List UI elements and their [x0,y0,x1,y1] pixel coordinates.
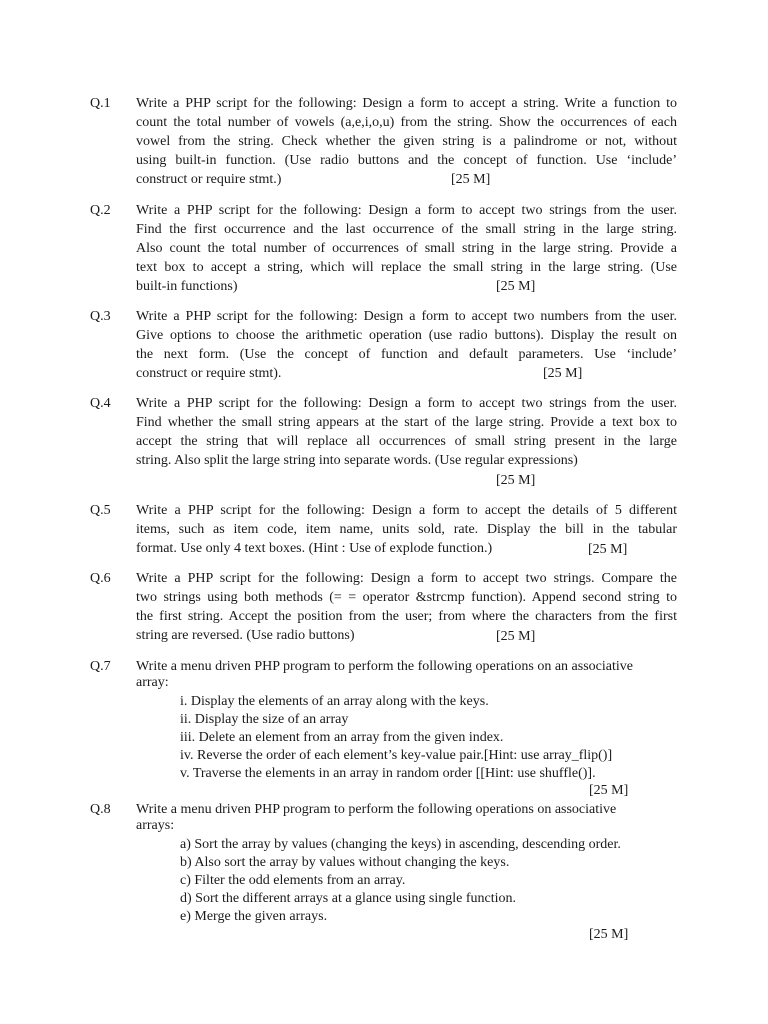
question-number: Q.4 [90,396,111,411]
question-line: Write a PHP script for the following: Design a form to accept two strings from the user. [136,396,677,411]
question-line: the next form. (Use the concept of function and default parameters. Use ‘include’ [136,347,677,362]
list-item: e) Merge the given arrays. [180,909,328,924]
question-number: Q.2 [90,203,111,218]
question-number: Q.1 [90,96,111,111]
list-item: a) Sort the array by values (changing the keys) in ascending, descending order. [180,837,621,852]
question-line: Write a menu driven PHP program to perform the following operations on an associative [136,659,633,674]
question-line: text box to accept a string, which will replace the small string in the large string. (Use [136,260,677,275]
marks-label: [25 M] [543,366,583,381]
question-text [136,307,677,383]
question-line: two strings using both methods (= = operator &strcmp function). Append second string to [136,590,677,605]
question-line: using built-in function. (Use radio buttons and the concept of function. Use ‘include’ [136,153,677,168]
question-line: Write a PHP script for the following: Design a form to accept two strings from the user. [136,203,677,218]
question-number: Q.8 [90,802,111,817]
marks-label: [25 M] [589,783,629,798]
marks-label: [25 M] [496,279,536,294]
question-text [136,569,677,645]
question-number: Q.3 [90,309,111,324]
question-line: string. Also split the large string into separate words. (Use regular expressions) [136,453,578,468]
question-text [136,94,677,189]
list-item: iv. Reverse the order of each element’s key-value pair.[Hint: use array_flip()] [180,748,613,763]
question-line: Write a PHP script for the following: Design a form to accept two strings. Compare the [136,571,677,586]
marks-label: [25 M] [588,542,628,557]
question-line: count the total number of vowels (a,e,i,o,u) from the string. Show the occurrences of each [136,115,677,130]
question-line: format. Use only 4 text boxes. (Hint : Use of explode function.) [136,541,493,556]
list-item: i. Display the elements of an array along with the keys. [180,694,489,709]
question-text [136,800,656,835]
question-line: construct or require stmt.) [136,172,282,187]
question-line: array: [136,675,169,690]
question-text [136,657,676,692]
question-line: Write a menu driven PHP program to perform the following operations on associative [136,802,617,817]
question-line: Find whether the small string appears at the start of the large string. Provide a text box to [136,415,677,430]
question-number: Q.6 [90,571,111,586]
question-line: items, such as item code, item name, units sold, rate. Display the bill in the tabular [136,522,677,537]
question-line: Also count the total number of occurrences of small string in the large string. Provide a [136,241,677,256]
question-line: string are reversed. (Use radio buttons) [136,628,355,643]
question-line: Write a PHP script for the following: Design a form to accept a string. Write a function to [136,96,677,111]
question-line: the first string. Accept the position from the user; from where the characters from the first [136,609,677,624]
list-item: b) Also sort the array by values without changing the keys. [180,855,510,870]
question-line: construct or require stmt). [136,366,282,381]
question-line: Find the first occurrence and the last occurrence of the small string in the large string. [136,222,677,237]
marks-label: [25 M] [589,927,629,942]
list-item: v. Traverse the elements in an array in random order [[Hint: use shuffle()]. [180,766,596,781]
marks-label: [25 M] [496,629,536,644]
question-line: Write a PHP script for the following: Design a form to accept two numbers from the user. [136,309,677,324]
question-line: built-in functions) [136,279,238,294]
list-item: iii. Delete an element from an array from the given index. [180,730,504,745]
question-number: Q.5 [90,503,111,518]
question-line: arrays: [136,818,175,833]
list-item: d) Sort the different arrays at a glance using single function. [180,891,517,906]
list-item: c) Filter the odd elements from an array. [180,873,406,888]
question-line: accept the string that will replace all occurrences of small string present in the large [136,434,677,449]
marks-label: [25 M] [496,473,536,488]
question-number: Q.7 [90,659,111,674]
question-line: Write a PHP script for the following: Design a form to accept the details of 5 different [136,503,677,518]
list-item: ii. Display the size of an array [180,712,349,727]
question-text [136,201,677,296]
question-line: Give options to choose the arithmetic operation (use radio buttons). Display the result on [136,328,677,343]
marks-label: [25 M] [451,172,491,187]
question-text [136,394,677,470]
question-line: vowel from the string. Check whether the given string is a palindrome or not, without [136,134,677,149]
